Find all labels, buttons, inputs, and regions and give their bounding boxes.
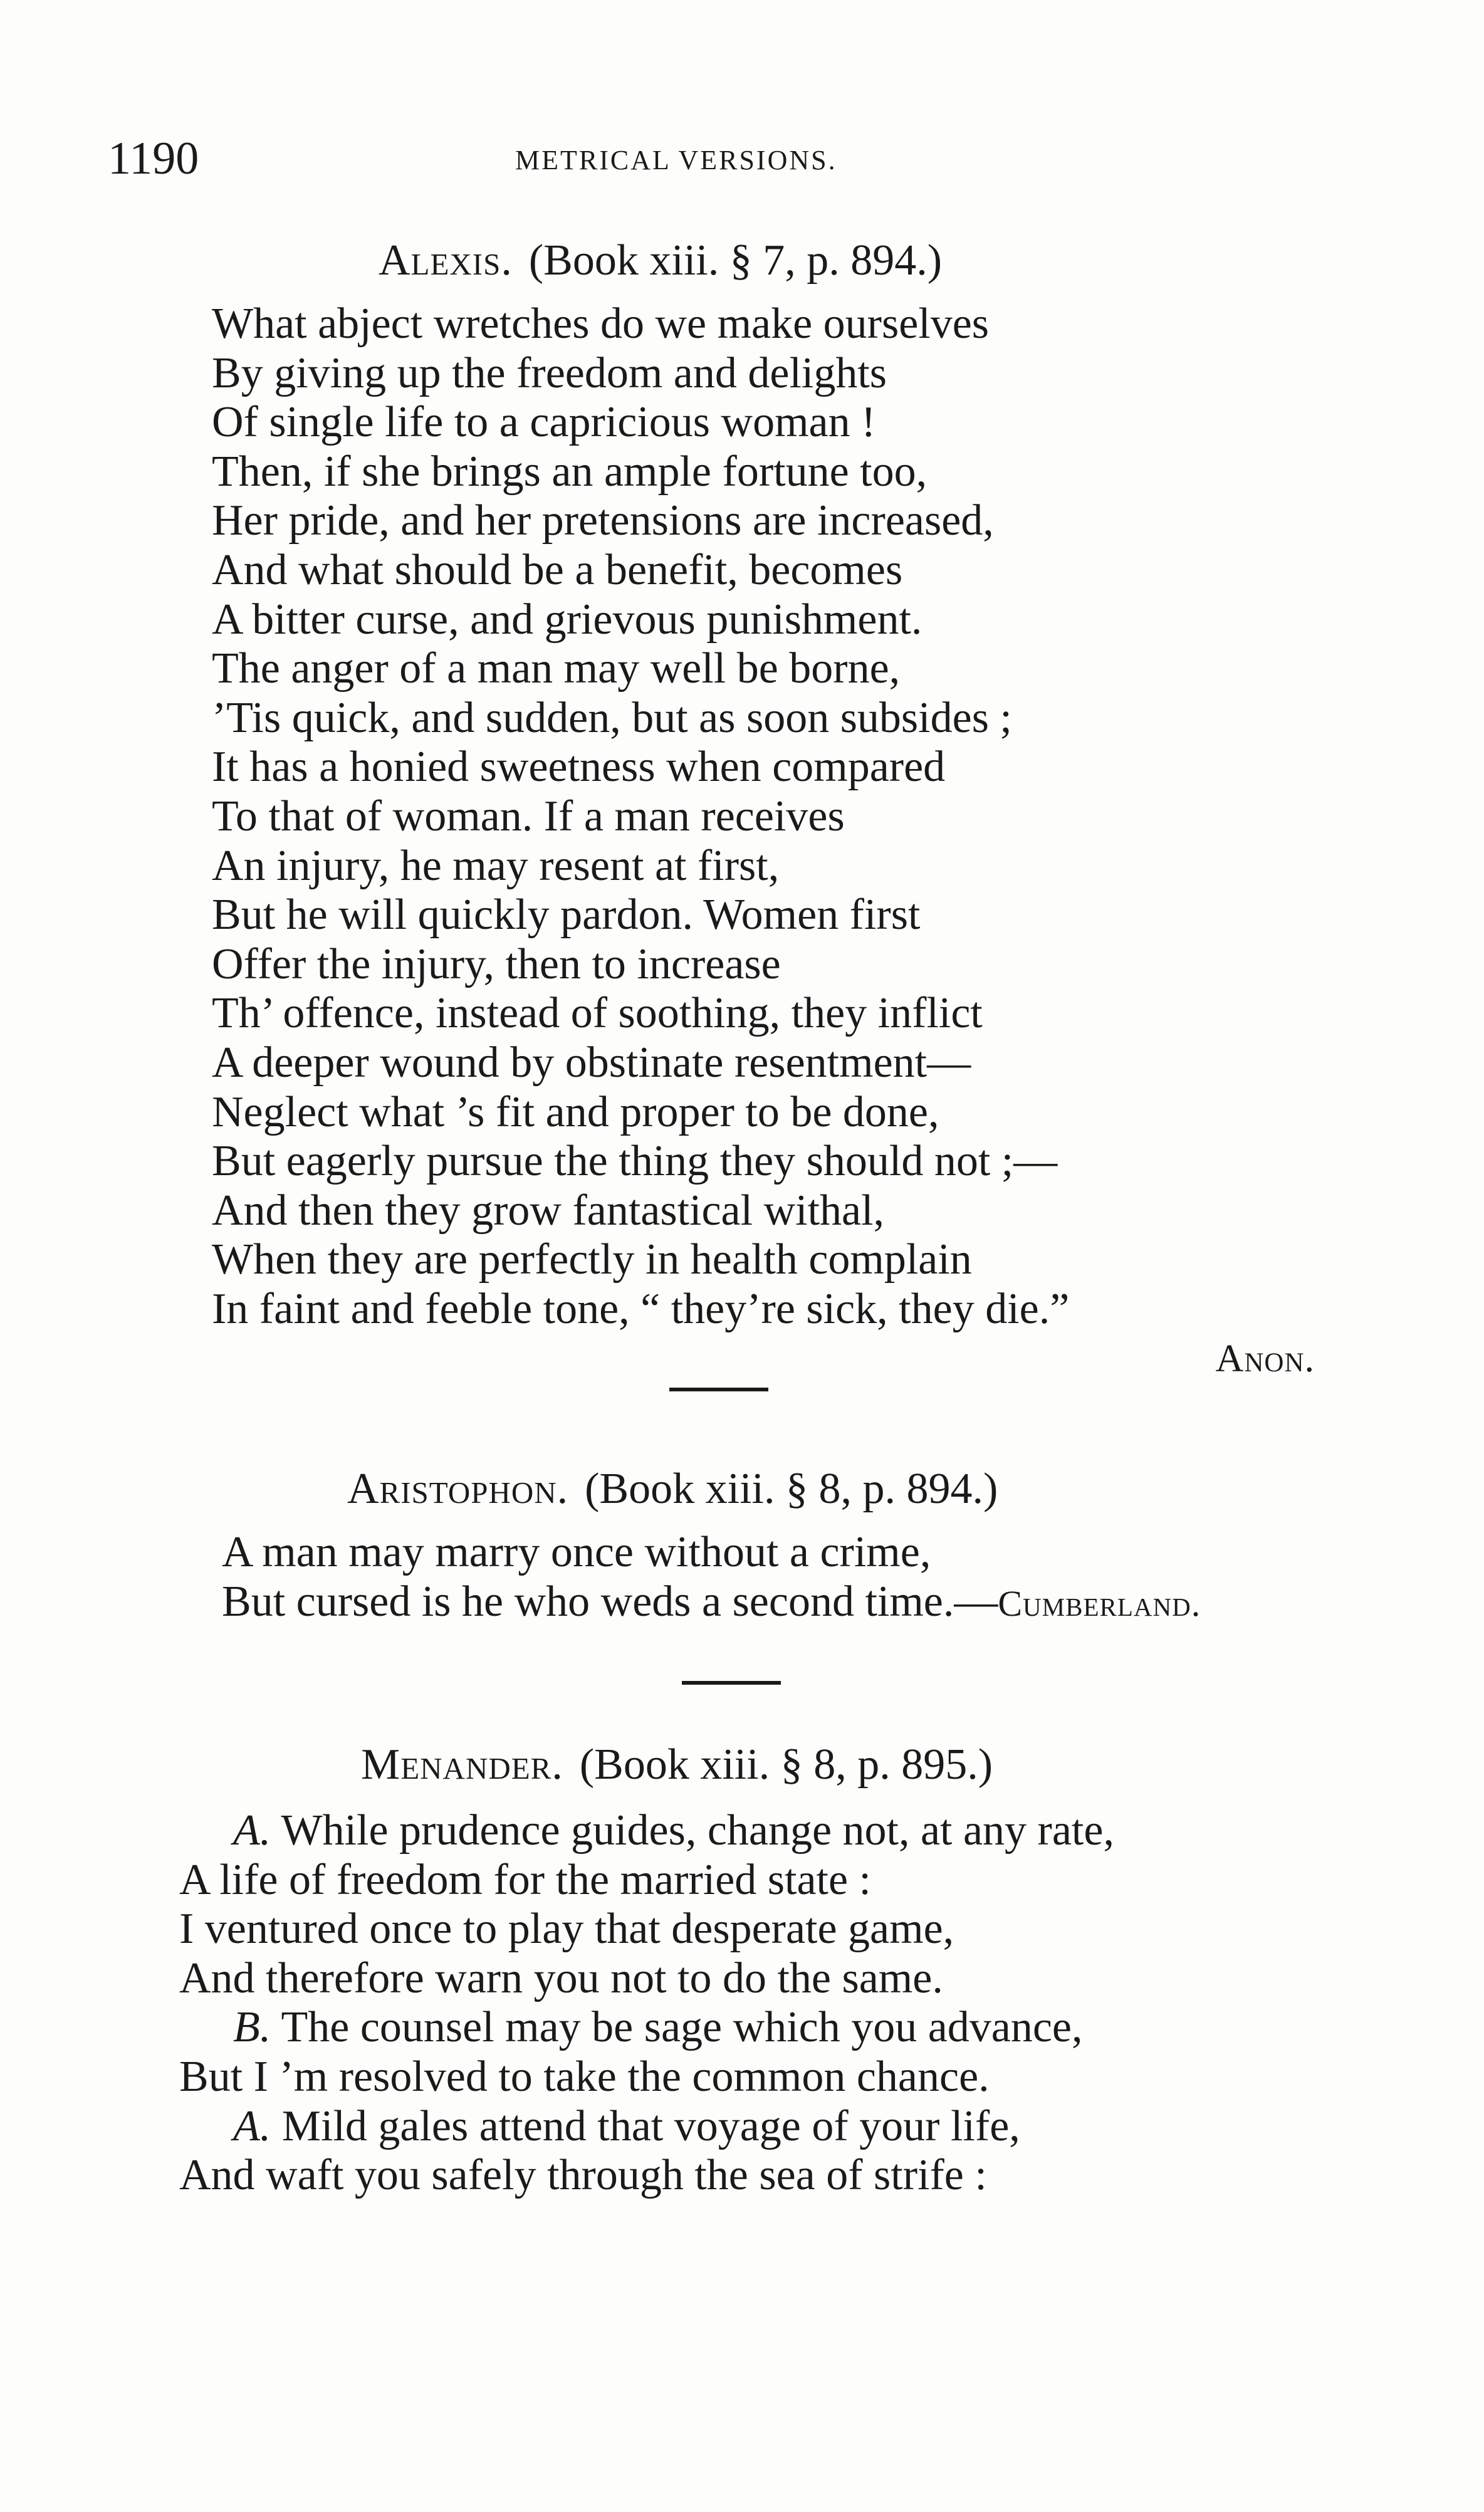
section-divider [682,1681,781,1685]
verse-text: And waft you safely through the sea of strife : [179,2151,987,2200]
verse-line: By giving up the freedom and delights [212,348,887,397]
verse-text: I ventured once to play that desperate game, [179,1905,954,1954]
verse-line: To that of woman. If a man receives [212,792,845,840]
attribution: Cumberland. [998,1583,1201,1624]
verse-text: While prudence guides, change not, at any rate, [271,1806,1114,1855]
verse-line [179,1806,1307,1856]
author-name: Menander. [361,1740,563,1789]
verse-line: It has a honied sweetness when compared [212,743,946,792]
verse-line: An injury, he may resent at first, [212,841,780,890]
speaker-label: B. [233,2003,271,2052]
speaker-label: A. [233,2101,271,2150]
verse-text: Mild gales attend that voyage of your life, [271,2101,1020,2150]
verse-line: Offer the injury, then to increase [212,939,781,988]
verse-line [179,1954,1307,2004]
page-header [108,130,1298,187]
verse-text: And therefore warn you not to do the same. [179,1954,943,2002]
verse-line: Then, if she brings an ample fortune too, [212,447,927,496]
page-number: 1190 [108,133,199,184]
verse-block [179,1806,1307,2201]
verse-line: What abject wretches do we make ourselves [212,300,990,348]
verse-block [212,300,1315,1334]
verse-line: ’Tis quick, and sudden, but as soon subsides ; [212,693,1012,742]
verse-line: A bitter curse, and grievous punishment. [212,595,922,644]
verse-line [179,1905,1307,1954]
author-name: Aristophon. [347,1465,569,1513]
verse-text: A life of freedom for the married state : [179,1855,872,1904]
section-alexis [212,231,1315,1384]
attribution: Anon. [1215,1337,1315,1381]
speaker-label: A. [233,1806,271,1855]
verse-line: Her pride, and her pretensions are increased, [212,496,994,545]
section-divider [669,1388,768,1391]
verse-text: But I ’m resolved to take the common chance. [179,2052,990,2101]
verse-line: And what should be a benefit, becomes [212,545,903,594]
verse-line: In faint and feeble tone, “ they’re sick, they die.” [212,1284,1070,1333]
verse-line [179,2003,1307,2053]
section-menander [179,1735,1307,2201]
verse-line [179,2053,1307,2102]
verse-line [179,2151,1307,2201]
author-name: Alexis. [379,236,513,285]
verse-line: Of single life to a capricious woman ! [212,398,876,447]
book-reference: (Book xiii. § 8, p. 894.) [585,1465,998,1513]
book-reference: (Book xiii. § 7, p. 894.) [528,236,943,285]
verse-line: A deeper wound by obstinate resentment— [212,1038,971,1087]
verse-line: Neglect what ’s fit and proper to be done, [212,1087,939,1136]
verse-line: Th’ offence, instead of soothing, they inflict [212,989,983,1038]
verse-text: The counsel may be sage which you advance, [271,2003,1083,2052]
verse-line [179,1856,1307,1905]
verse-line: And then they grow fantastical withal, [212,1186,885,1235]
verse-block [222,1528,1350,1628]
verse-line: When they are perfectly in health complain [212,1235,972,1284]
section-aristophon [222,1459,1350,1628]
book-reference: (Book xiii. § 8, p. 895.) [579,1740,993,1789]
verse-line: But eagerly pursue the thing they should not ;— [212,1137,1058,1186]
verse-text: But cursed is he who weds a second time.— [222,1577,998,1626]
section-heading [212,231,1315,291]
verse-line [179,2102,1307,2152]
verse-line [222,1578,1350,1629]
verse-line: A man may marry once without a crime, [222,1528,931,1576]
verse-line: But he will quickly pardon. Women first [212,891,921,939]
section-heading [179,1735,1307,1795]
running-head: METRICAL VERSIONS. [515,145,837,175]
section-heading [222,1459,1350,1519]
verse-line: The anger of a man may well be borne, [212,644,901,693]
